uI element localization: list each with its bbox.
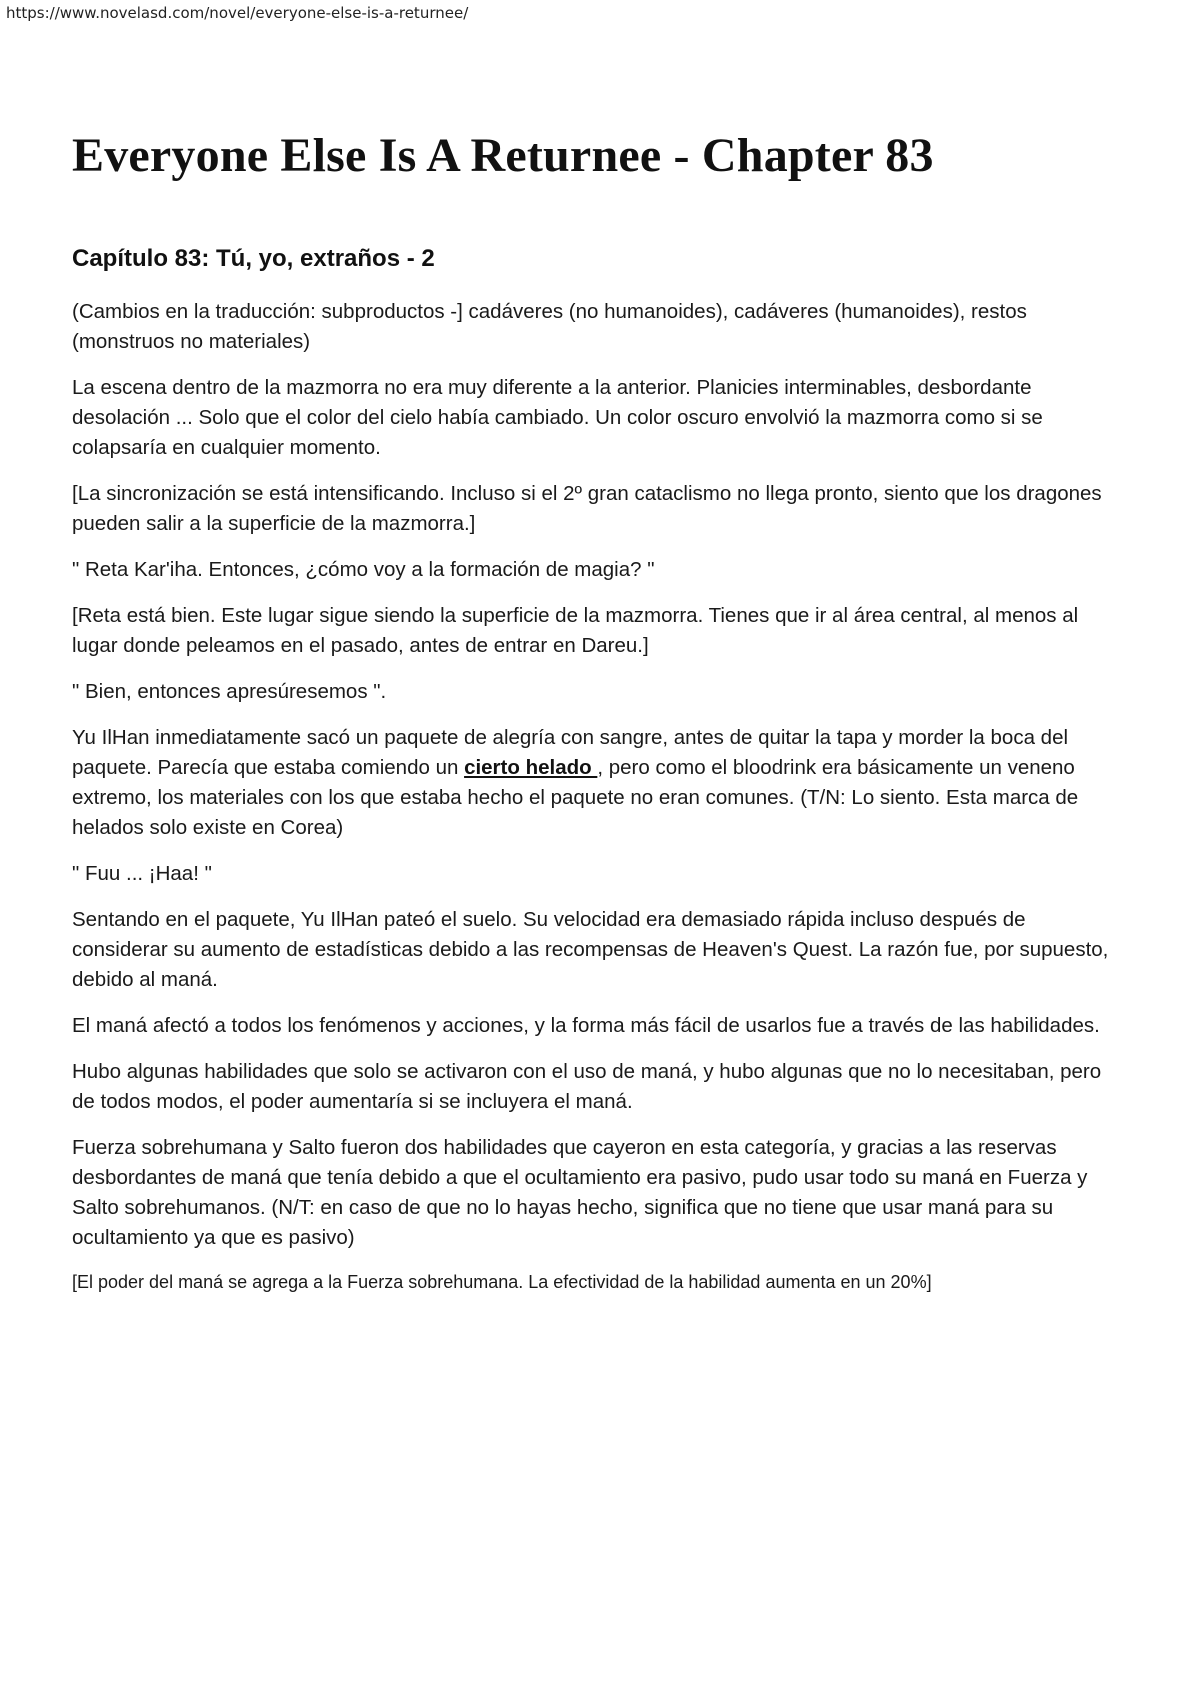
- paragraph-system-message: [El poder del maná se agrega a la Fuerza sobrehumana. La efectividad de la habilidad aumenta en un 20%]: [72, 1272, 932, 1292]
- paragraph-dialogue-hurry: " Bien, entonces apresúresemos ".: [72, 680, 387, 703]
- paragraph-dungeon-scene: La escena dentro de la mazmorra no era muy diferente a la anterior. Planicies interminables, desbordante desolación ... Solo que el color del cielo había cambiado. Un color oscuro envolvió la mazmorra como si se colapsaría en cualquier momento.: [72, 376, 1043, 459]
- blood-pack-text-end: , pero como el bloodrink era básicamente un veneno extremo, los materiales con los que estaba hecho el paquete no eran comunes. (T/N: Lo siento. Esta marca de helados solo existe en Corea): [72, 756, 1079, 839]
- paragraph-mana-effects: El maná afectó a todos los fenómenos y acciones, y la forma más fácil de usarlos fue a través de las habilidades.: [72, 1014, 1100, 1037]
- paragraph-kick-ground: Sentando en el paquete, Yu IlHan pateó el suelo. Su velocidad era demasiado rápida incluso después de considerar su aumento de estadísticas debido a las recompensas de Heaven's Quest. La razón fue, por supuesto, debido al maná.: [72, 908, 1109, 991]
- ice-cream-link[interactable]: cierto helado: [464, 756, 598, 779]
- chapter-heading: Capítulo 83: Tú, yo, extraños - 2: [72, 245, 435, 272]
- paragraph-mana-skills: Hubo algunas habilidades que solo se activaron con el uso de maná, y hubo algunas que no lo necesitaban, pero de todos modos, el poder aumentaría si se incluyera el maná.: [72, 1060, 1102, 1113]
- paragraph-reta-reply: [Reta está bien. Este lugar sigue siendo la superficie de la mazmorra. Tienes que ir al área central, al menos al lugar donde peleamos en el pasado, antes de entrar en Dareu.]: [72, 604, 1079, 657]
- article: [72, 128, 1112, 1311]
- paragraph-translation-note: (Cambios en la traducción: subproductos -] cadáveres (no humanoides), cadáveres (humanoides), restos (monstruos no materiales): [72, 300, 1027, 353]
- paragraph-dialogue-fuu: " Fuu ... ¡Haa! ": [72, 862, 212, 885]
- paragraph-synchronization: [La sincronización se está intensificando. Incluso si el 2º gran cataclismo no llega pronto, siento que los dragones pueden salir a la superficie de la mazmorra.]: [72, 482, 1102, 535]
- paragraph-superhuman-strength: Fuerza sobrehumana y Salto fueron dos habilidades que cayeron en esta categoría, y gracias a las reservas desbordantes de maná que tenía debido a que el ocultamiento era pasivo, pudo usar todo su maná en Fuerza y Salto sobrehumanos. (N/T: en caso de que no lo hayas hecho, significa que no tiene que usar maná para su ocultamiento ya que es pasivo): [72, 1136, 1088, 1249]
- page-url: https://www.novelasd.com/novel/everyone-else-is-a-returnee/: [6, 4, 469, 22]
- paragraph-dialogue-reta: " Reta Kar'iha. Entonces, ¿cómo voy a la formación de magia? ": [72, 558, 655, 581]
- blood-pack-text-start: Yu IlHan inmediatamente sacó un paquete de alegría con sangre, antes de quitar la tapa y morder la boca del paquete. Parecía que estaba comiendo un: [72, 726, 1069, 779]
- page-title: Everyone Else Is A Returnee - Chapter 83: [72, 129, 934, 182]
- paragraph-blood-pack: [72, 723, 1112, 843]
